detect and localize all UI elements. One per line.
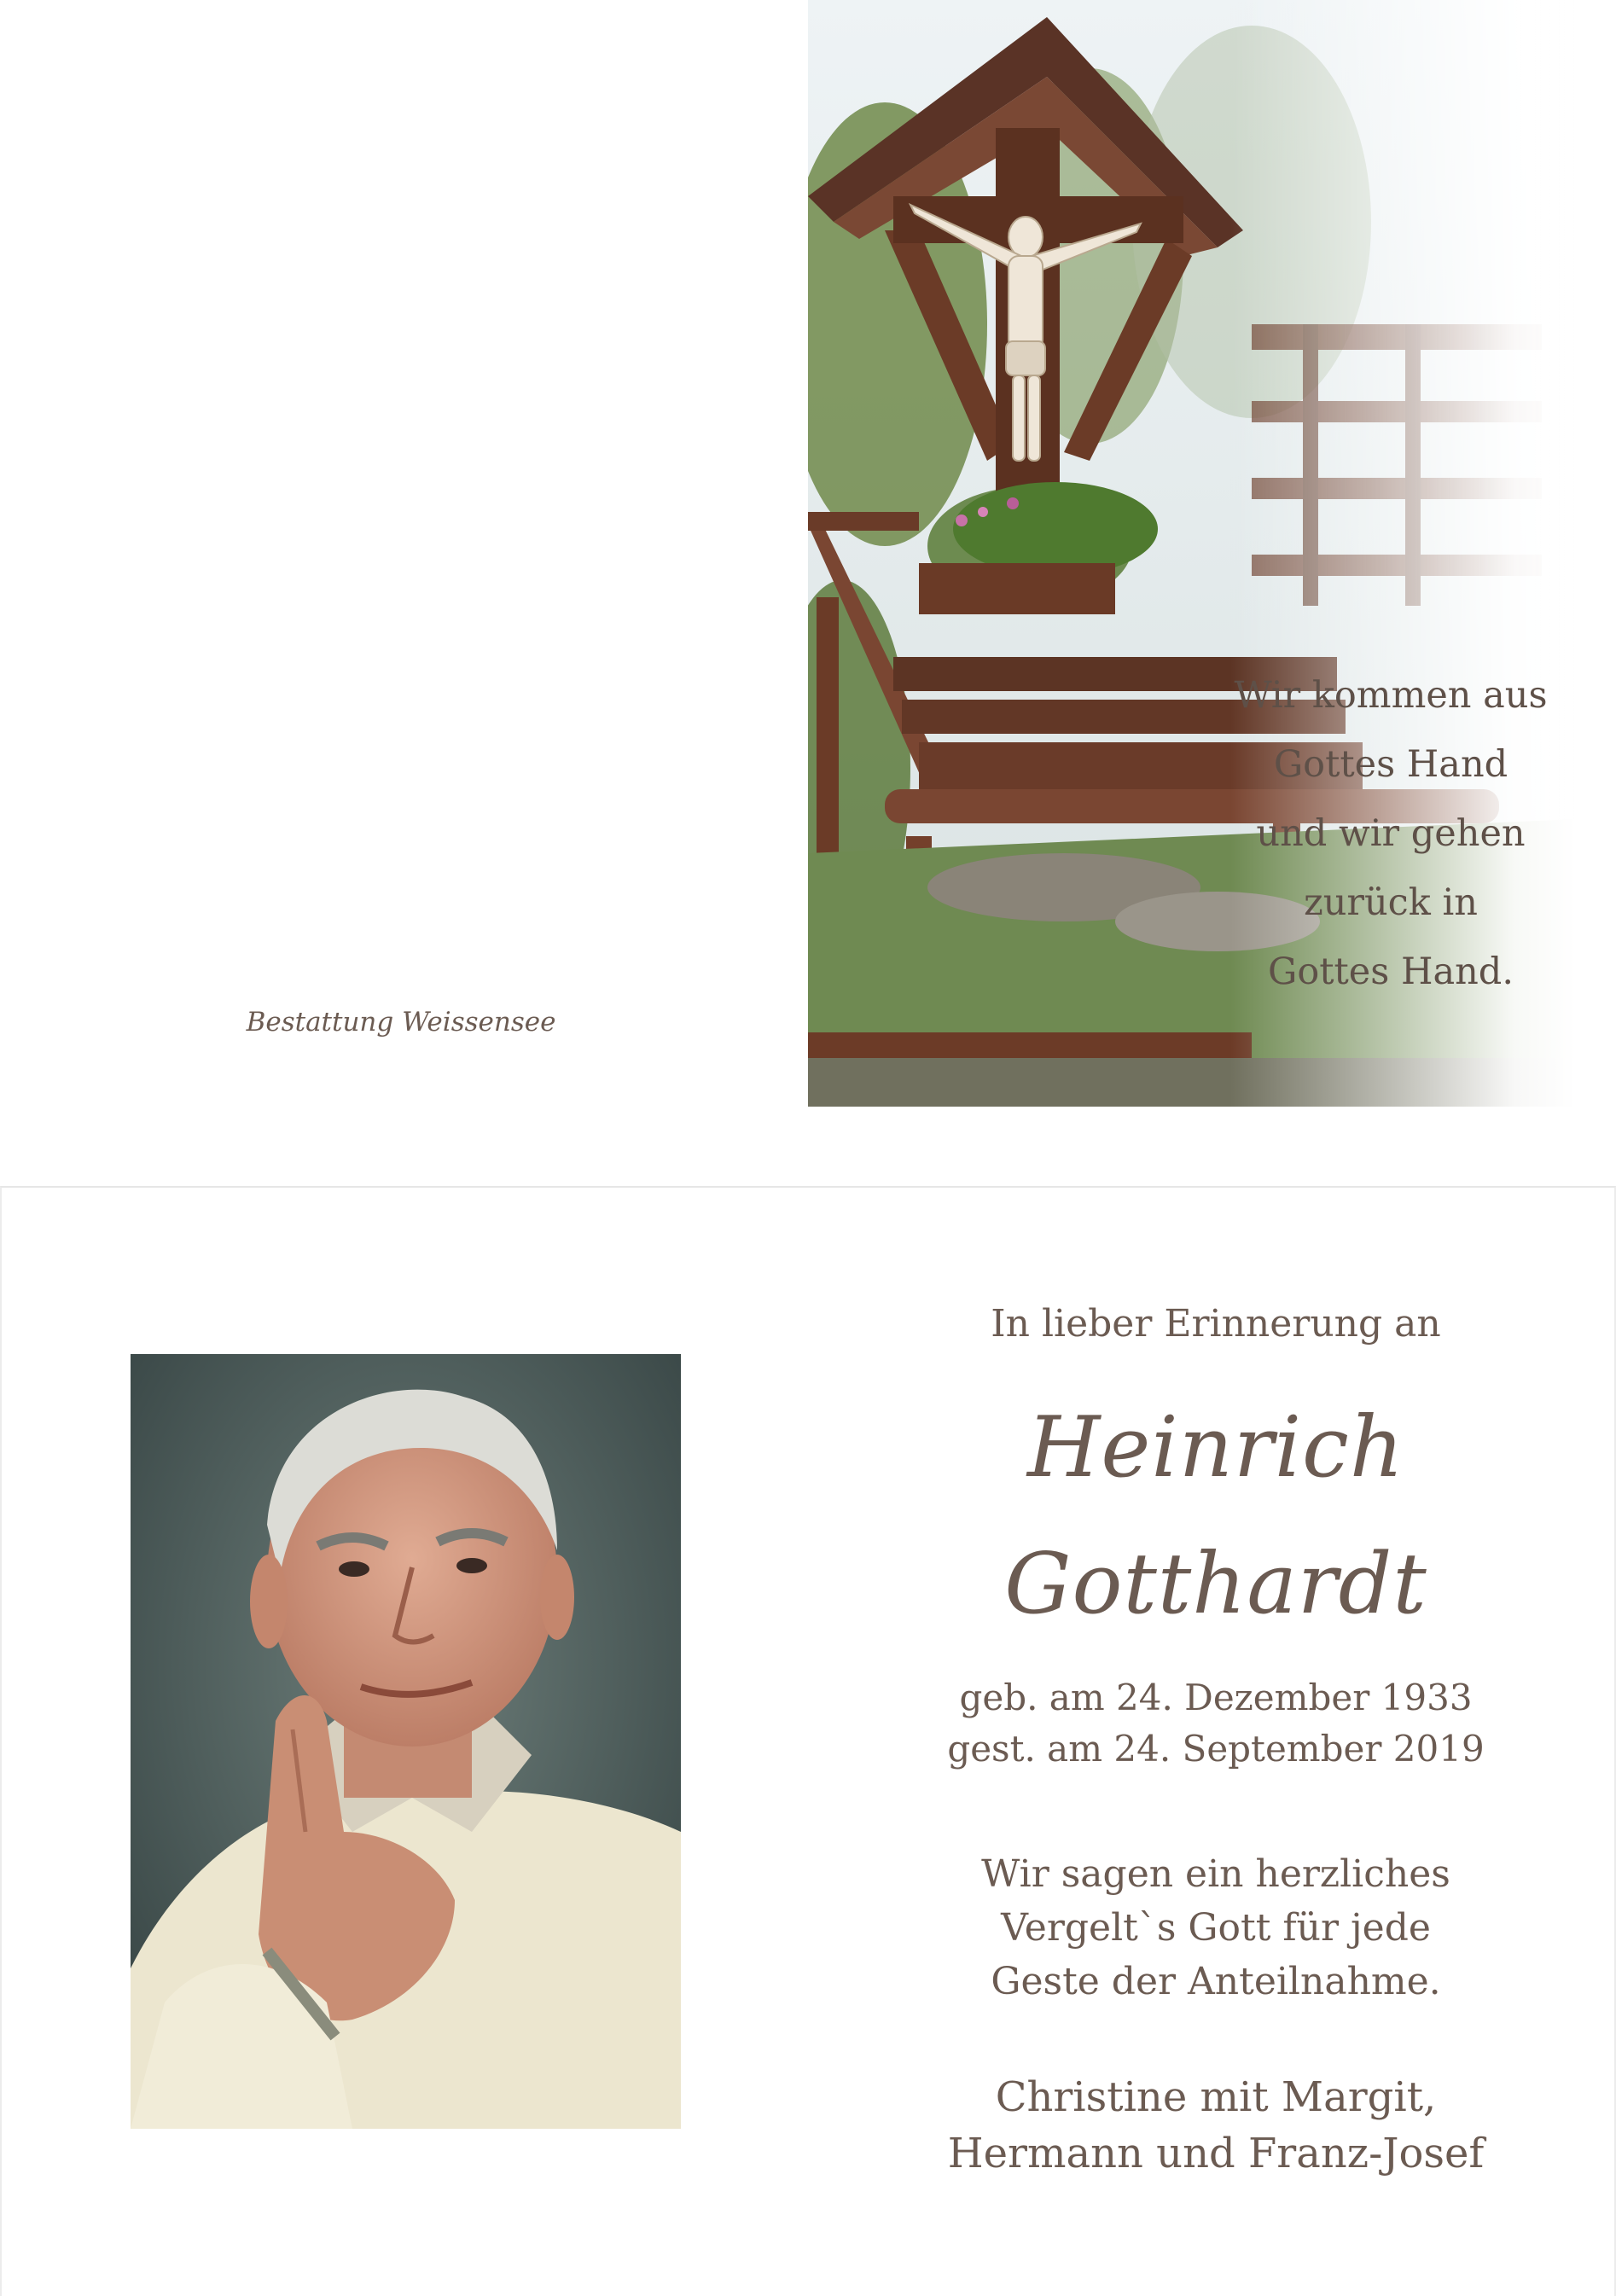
portrait-photo	[131, 1354, 681, 2129]
family-line: Hermann und Franz-Josef	[947, 2130, 1485, 2177]
family-signature	[853, 2069, 1578, 2182]
verse-text	[1203, 661, 1578, 1007]
thanks-line: Vergelt`s Gott für jede	[1001, 1906, 1431, 1950]
thanks-message	[853, 1847, 1578, 2008]
verse-line: Wir kommen aus	[1234, 674, 1548, 717]
card-back-page	[0, 0, 808, 1107]
portrait-image	[131, 1354, 681, 2129]
birth-date: geb. am 24. Dezember 1933	[959, 1677, 1473, 1718]
thanks-line: Geste der Anteilnahme.	[991, 1960, 1441, 2003]
verse-line: Gottes Hand	[1273, 743, 1508, 786]
deceased-first-name: Heinrich	[1026, 1399, 1405, 1497]
verse-line: Gottes Hand.	[1267, 950, 1514, 993]
memory-intro: In lieber Erinnerung an	[991, 1302, 1441, 1346]
death-date: gest. am 24. September 2019	[947, 1728, 1485, 1770]
thanks-line: Wir sagen ein herzliches	[981, 1852, 1450, 1896]
deceased-last-name: Gotthardt	[1004, 1536, 1427, 1633]
verse-line: und wir gehen	[1256, 812, 1526, 855]
funeral-home-label: Bestattung Weissensee	[246, 1007, 556, 1038]
verse-line: zurück in	[1304, 881, 1478, 924]
family-line: Christine mit Margit,	[995, 2073, 1437, 2121]
